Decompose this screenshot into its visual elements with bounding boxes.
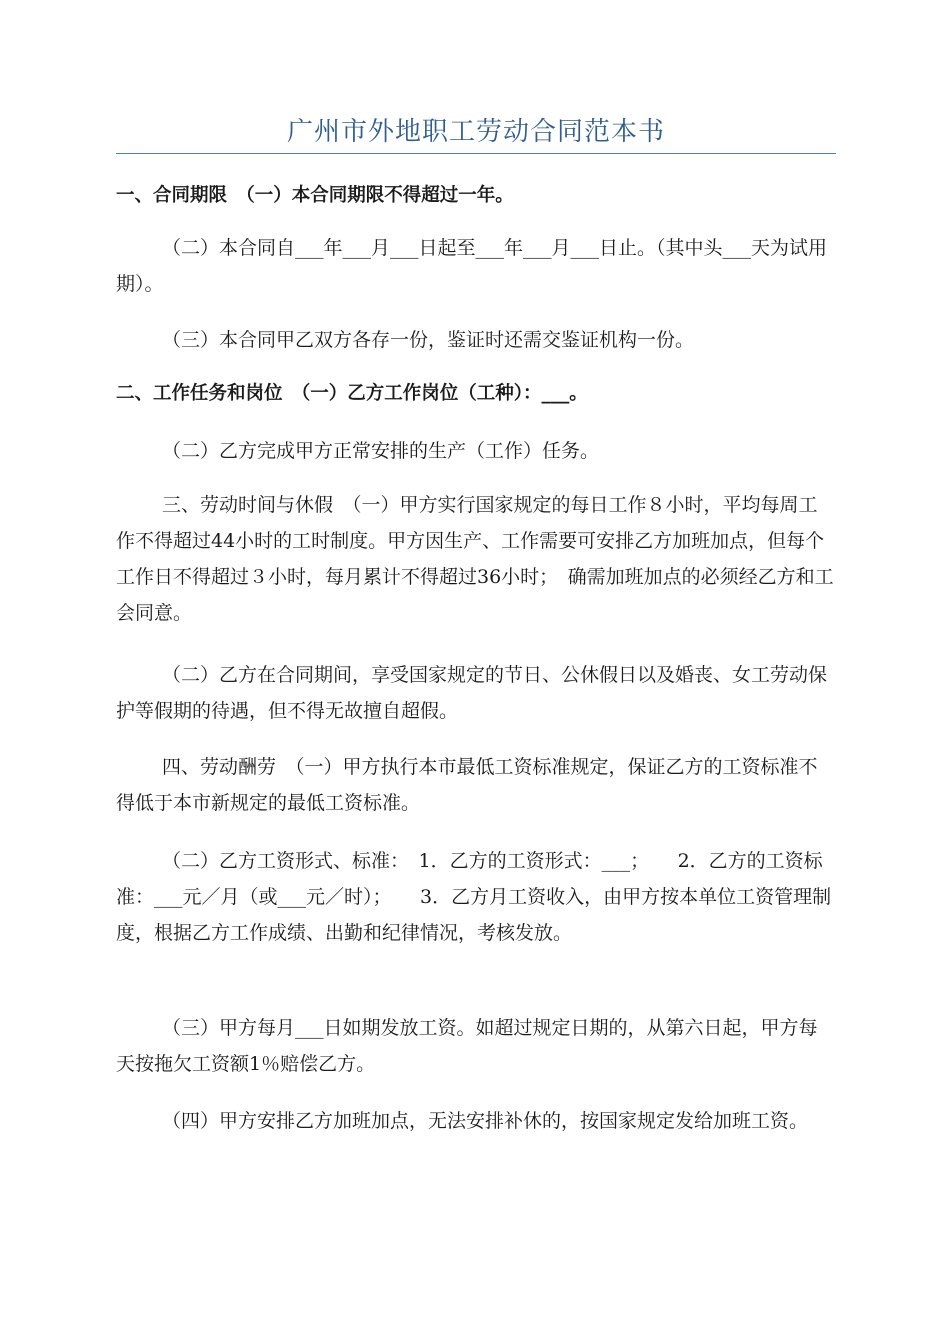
clause-4-4: （四）甲方安排乙方加班加点，无法安排补休的，按国家规定发给加班工资。 (162, 1110, 809, 1132)
section-4-paragraph: 四、劳动酬劳 （一）甲方执行本市最低工资标准规定，保证乙方的工资标准不得低于本市新规定的最低工资标准。 (116, 756, 818, 814)
section-2-heading: 二、工作任务和岗位 （一）乙方工作岗位（工种）：___。 (116, 383, 588, 404)
clause-3-2: （二）乙方在合同期间，享受国家规定的节日、公休假日以及婚丧、女工劳动保护等假期的待遇，但不得无故擅自超假。 (116, 664, 828, 722)
clause-4-3: （三）甲方每月___日如期发放工资。如超过规定日期的，从第六日起，甲方每天按拖欠工资额1％赔偿乙方。 (116, 1017, 818, 1075)
section-1-heading: 一、合同期限 （一）本合同期限不得超过一年。 (116, 185, 514, 206)
clause-1-3: （三）本合同甲乙双方各存一份，鉴证时还需交鉴证机构一份。 (162, 329, 695, 351)
clause-1-2: （二）本合同自___年___月___日起至___年___月___日止。（其中头___天为试用期）。 (116, 237, 828, 295)
section-3-paragraph: 三、劳动时间与休假 （一）甲方实行国家规定的每日工作８小时，平均每周工作不得超过44小时的工时制度。甲方因生产、工作需要可安排乙方加班加点，但每个工作日不得超过３小时，每月累计不得超过36小时； 确需加班加点的必须经乙方和工会同意。 (116, 494, 834, 624)
title-underline (116, 153, 836, 154)
clause-4-2: （二）乙方工资形式、标准： 1．乙方的工资形式：___； 2．乙方的工资标准：___元／月（或___元／时）； 3．乙方月工资收入，由甲方按本单位工资管理制度，根据乙方工作成绩、出勤和纪律情况，考核发放。 (116, 850, 832, 944)
clause-2-2: （二）乙方完成甲方正常安排的生产（工作）任务。 (162, 440, 600, 462)
document-title: 广州市外地职工劳动合同范本书 (286, 117, 665, 147)
